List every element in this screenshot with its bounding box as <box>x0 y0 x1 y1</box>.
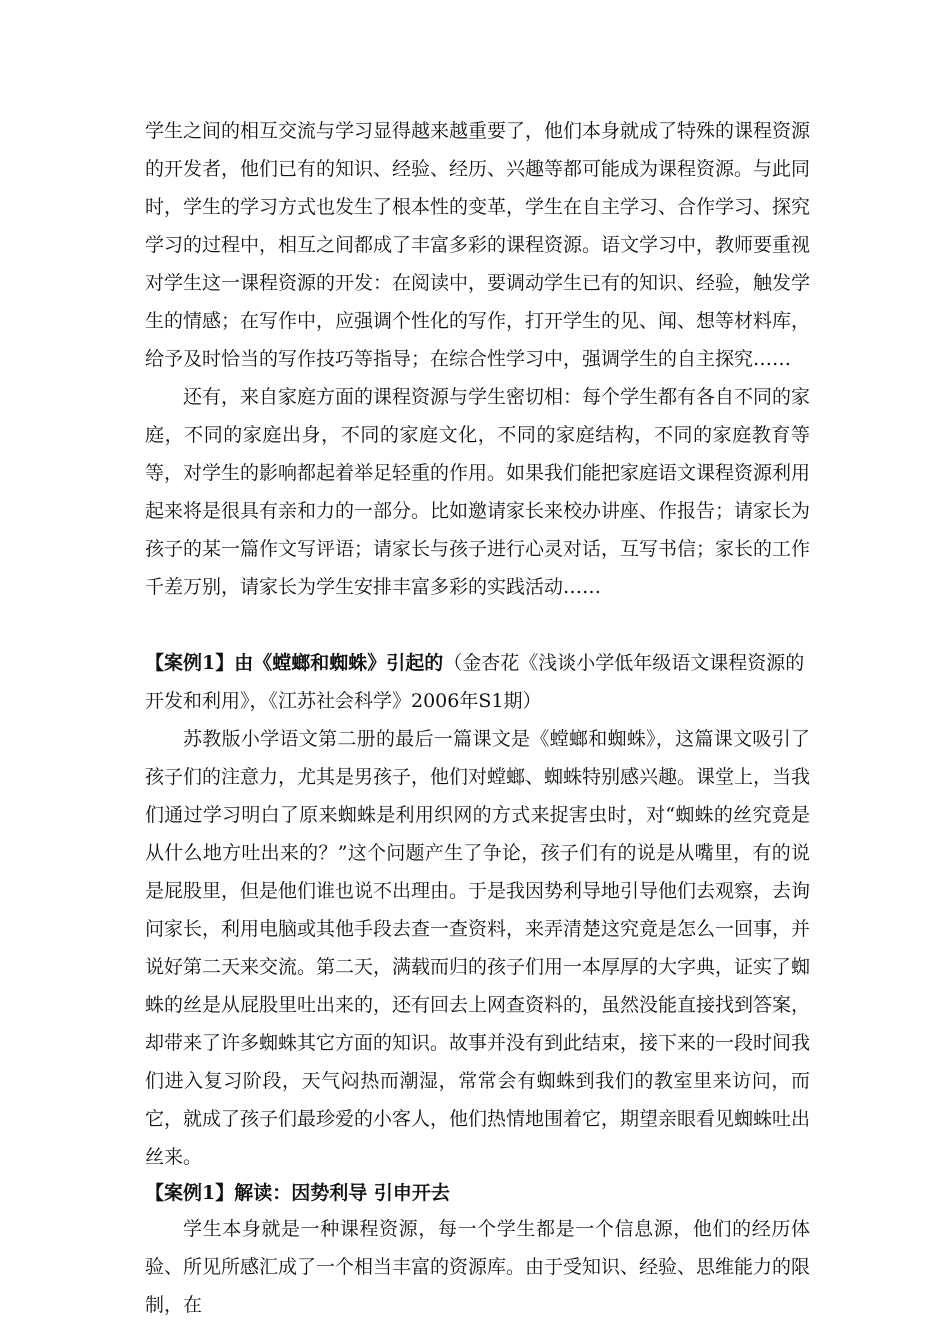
case1-source: （金杏花《浅谈小学低年级语文课程资源的开发和利用》，《江苏社会科学》2006年S1期） <box>145 652 805 712</box>
case1-reading-title: 【案例1】解读：因势利导 引申开去 <box>145 1182 450 1204</box>
case1-reading-body: 学生本身就是一种课程资源，每一个学生都是一个信息源，他们的经历体验、所见所感汇成了一个相当丰富的资源库。由于受知识、经验、思维能力的限制，在 <box>145 1218 811 1316</box>
case1-heading <box>145 644 810 720</box>
paragraph-gap <box>145 606 810 644</box>
paragraph-family-resources: 还有，来自家庭方面的课程资源与学生密切相：每个学生都有各自不同的家庭，不同的家庭出身，不同的家庭文化，不同的家庭结构，不同的家庭教育等等，对学生的影响都起着举足轻重的作用。如果我们能把家庭语文课程资源利用起来将是很具有亲和力的一部分。比如邀请家长来校办讲座、作报告；请家长为孩子的某一篇作文写评语；请家长与孩子进行心灵对话，互写书信；家长的工作千差万别，请家长为学生安排丰富多彩的实践活动…… <box>145 386 811 598</box>
case1-title: 【案例1】由《螳螂和蜘蛛》引起的 <box>145 652 444 674</box>
case1-body: 苏教版小学语文第二册的最后一篇课文是《螳螂和蜘蛛》，这篇课文吸引了孩子们的注意力，尤其是男孩子，他们对螳螂、蜘蛛特别感兴趣。课堂上，当我们通过学习明白了原来蜘蛛是利用织网的方式来捉害虫时，对“蜘蛛的丝究竟是从什么地方吐出来的？”这个问题产生了争论，孩子们有的说是从嘴里，有的说是屁股里，但是他们谁也说不出理由。于是我因势利导地引导他们去观察，去询问家长，利用电脑或其他手段去查一查资料，来弄清楚这究竟是怎么一回事，并说好第二天来交流。第二天，满载而归的孩子们用一本厚厚的大字典，证实了蜘蛛的丝是从屁股里吐出来的，还有回去上网查资料的，虽然没能直接找到答案，却带来了许多蜘蛛其它方面的知识。故事并没有到此结束，接下来的一段时间我们进入复习阶段，天气闷热而潮湿，常常会有蜘蛛到我们的教室里来访问，而它，就成了孩子们最珍爱的小客人，他们热情地围着它，期望亲眼看见蜘蛛吐出丝来。 <box>145 728 811 1168</box>
paragraph-student-resources: 学生之间的相互交流与学习显得越来越重要了，他们本身就成了特殊的课程资源的开发者，他们已有的知识、经验、经历、兴趣等都可能成为课程资源。与此同时，学生的学习方式也发生了根本性的变革，学生在自主学习、合作学习、探究学习的过程中，相互之间都成了丰富多彩的课程资源。语文学习中，教师要重视对学生这一课程资源的开发：在阅读中，要调动学生已有的知识、经验，触发学生的情感；在写作中，应强调个性化的写作，打开学生的见、闻、想等材料库，给予及时恰当的写作技巧等指导；在综合性学习中，强调学生的自主探究…… <box>145 120 811 370</box>
document-body <box>145 112 810 1324</box>
